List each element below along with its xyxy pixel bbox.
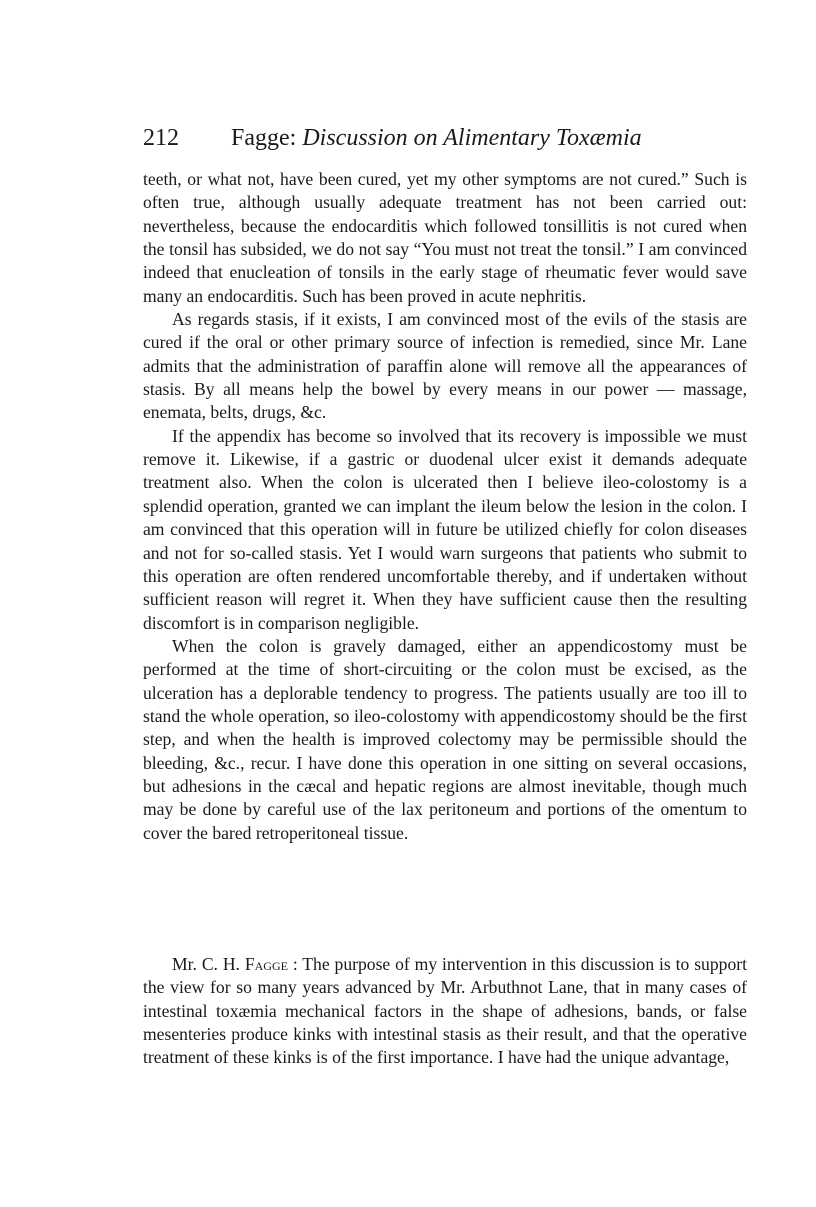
speaker-name: Fagge [244, 954, 288, 974]
header-author: Fagge [231, 125, 290, 151]
speaker-separator: : [287, 954, 303, 974]
next-speaker-section [143, 953, 747, 1070]
discussion-text [143, 168, 747, 845]
running-head [143, 121, 747, 155]
paragraph-stasis: As regards stasis, if it exists, I am convinced most of the evils of the stasis are cured if the oral or other primary source of infection is remedied, since Mr. Lane admits that the administration of paraffin alone will remove all the appearances of stasis. By all means help the bowel by every means in our power — massage, enemata, belts, drugs, &c. [143, 309, 747, 423]
paragraph-next-speaker [143, 953, 747, 1070]
speaker-prefix: Mr. C. H. [172, 954, 245, 974]
page-number: 212 [143, 125, 179, 151]
header-separator: : [289, 125, 297, 151]
header-title: Discussion on Alimentary Toxæmia [302, 125, 642, 151]
paragraph-appendix: If the appendix has become so involved that its recovery is impossible we must remove it. Likewise, if a gastric or duodenal ulcer exist it demands adequate treatment also. When the colon is ulcerated then I believe ileo-colostomy is a splendid operation, granted we can implant the ileum below the lesion in the colon. I am convinced that this operation will in future be utilized chiefly for colon diseases and not for so-called stasis. Yet I would warn surgeons that patients who submit to this operation are often rendered uncomfortable thereby, and if undertaken without sufficient reason will regret it. When they have sufficient cause then the resulting discomfort is in comparison negligible. [143, 425, 747, 633]
speaker-text: The purpose of my intervention in this discussion is to support the view for so many years advanced by Mr. Arbuthnot Lane, that in many cases of intestinal toxæmia mechanical factors in the shape of adhesions, bands, or false mesenteries produce kinks with intestinal stasis as their result, and that the operative treatment of these kinks is of the first importance. I have had the unique advantage, [143, 954, 747, 1068]
paragraph-continued: teeth, or what not, have been cured, yet my other symptoms are not cured.” Such is often true, although usually adequate treatment has not been carried out: nevertheless, because the endocarditis which followed tonsillitis is not cured when the tonsil has subsided, we do not say “You must not treat the tonsil.” I am convinced indeed that enucleation of tonsils in the early stage of rheumatic fever would save many an endocarditis. Such has been proved in acute nephritis. [143, 169, 747, 306]
paragraph-colon: When the colon is gravely damaged, either an appendicostomy must be performed at the time of short-circuiting or the colon must be excised, as the ulceration has a deplorable tendency to progress. The patients usually are too ill to stand the whole operation, so ileo-colostomy with appendicostomy should be the first step, and when the health is improved colectomy may be permissible should the bleeding, &c., recur. I have done this operation in one sitting on several occasions, but adhesions in the cæcal and hepatic regions are almost inevitable, though much may be done by careful use of the lax peritoneum and portions of the omentum to cover the bared retroperitoneal tissue. [143, 635, 747, 843]
